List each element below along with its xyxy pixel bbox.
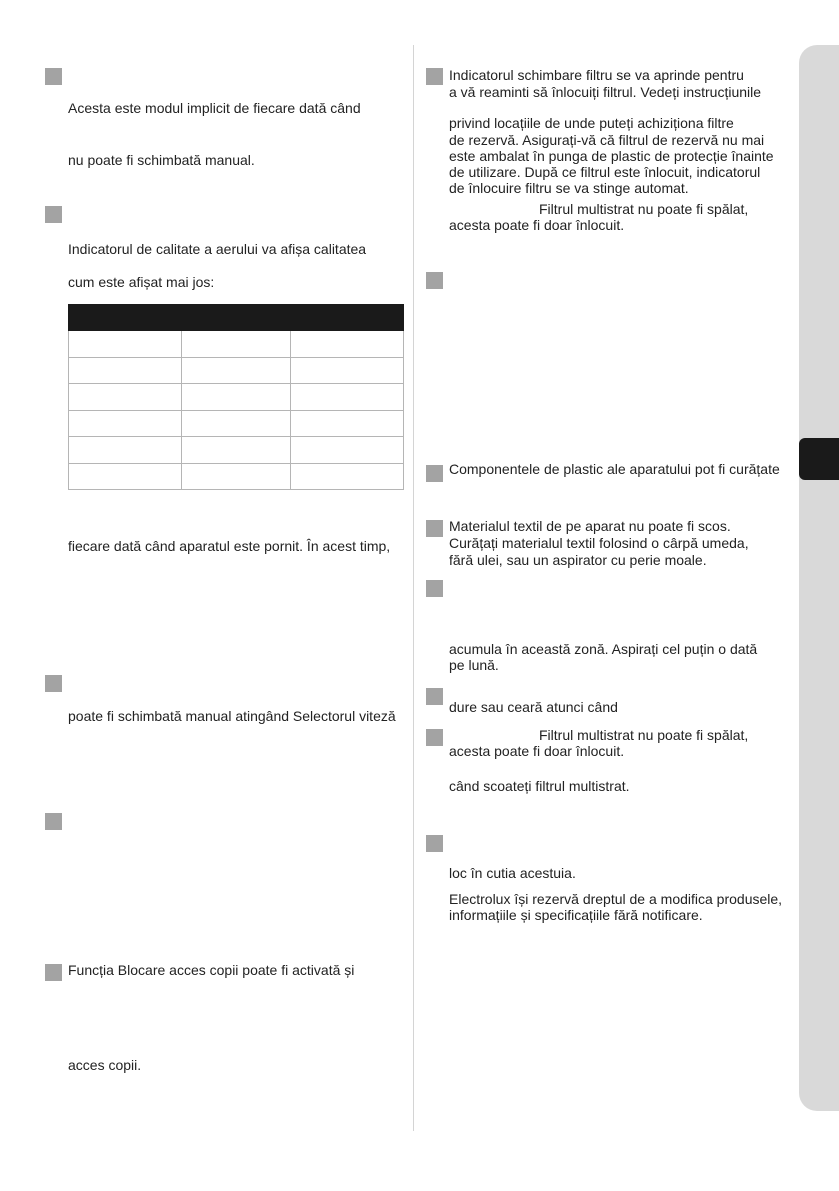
table-row [69,437,404,463]
section-marker-icon [45,675,62,692]
table-cell [182,410,291,436]
section-marker-icon [45,964,62,981]
section-marker-icon [426,729,443,746]
paragraph-line: Filtrul multistrat nu poate fi spălat, [539,201,749,217]
section-marker-icon [426,835,443,852]
language-tab-marker [799,438,839,480]
paragraph-line: de rezervă. Asigurați-vă că filtrul de rezervă nu mai [449,132,765,148]
table-cell [182,331,291,357]
paragraph-line: acesta poate fi doar înlocuit. [449,743,625,759]
page-edge-tab [799,45,839,1111]
paragraph-line: acumula în această zonă. Aspirați cel puțin o dată [449,641,758,657]
section-marker-icon [426,688,443,705]
table-cell [182,463,291,489]
paragraph-line: acesta poate fi doar înlocuit. [449,217,625,233]
table-header-row [69,305,404,331]
paragraph-line: Indicatorul schimbare filtru se va aprinde pentru [449,67,744,83]
table-cell [291,410,404,436]
paragraph: cum este afișat mai jos: [68,274,215,290]
table-header-cell [182,305,291,331]
table-cell [182,437,291,463]
paragraph-line: de înlocuire filtru se va stinge automat. [449,180,689,196]
section-marker-icon [45,206,62,223]
table-cell [291,437,404,463]
table-header-cell [291,305,404,331]
table-row [69,410,404,436]
section-marker-icon [45,68,62,85]
paragraph: nu poate fi schimbată manual. [68,152,255,168]
table-cell [69,437,182,463]
paragraph: Funcția Blocare acces copii poate fi activată și [68,962,355,978]
table-row [69,331,404,357]
section-marker-icon [426,272,443,289]
paragraph: fiecare dată când aparatul este pornit. În acest timp, [68,538,391,554]
column-divider [413,45,414,1131]
table-cell [182,384,291,410]
paragraph: Indicatorul de calitate a aerului va afișa calitatea [68,241,367,257]
paragraph: acces copii. [68,1057,142,1073]
table-cell [69,384,182,410]
paragraph-line: este ambalat în punga de plastic de protecție înainte [449,148,774,164]
table-cell [291,357,404,383]
paragraph: dure sau ceară atunci când [449,699,618,715]
paragraph-line: Curățați materialul textil folosind o cârpă umeda, [449,535,749,551]
paragraph-line: de utilizare. După ce filtrul este înlocuit, indicatorul [449,164,761,180]
paragraph-line: a vă reaminti să înlocuiți filtrul. Vedeți instrucțiunile [449,84,762,100]
section-marker-icon [45,813,62,830]
table-cell [69,357,182,383]
table-cell [291,331,404,357]
table-cell [69,410,182,436]
section-marker-icon [426,580,443,597]
section-marker-icon [426,465,443,482]
table-header-cell [69,305,182,331]
section-marker-icon [426,520,443,537]
paragraph: când scoateți filtrul multistrat. [449,778,630,794]
table-cell [69,331,182,357]
paragraph: Acesta este modul implicit de fiecare dată când [68,100,361,116]
paragraph-line: Filtrul multistrat nu poate fi spălat, [539,727,749,743]
paragraph-line: fără ulei, sau un aspirator cu perie moale. [449,552,707,568]
table-cell [291,463,404,489]
table-cell [69,463,182,489]
table-row [69,463,404,489]
paragraph-line: informațiile și specificațiile fără notificare. [449,907,703,923]
paragraph-line: privind locațiile de unde puteți achiziționa filtre [449,115,734,131]
air-quality-table [68,304,404,490]
table-cell [182,357,291,383]
paragraph-line: Materialul textil de pe aparat nu poate fi scos. [449,518,731,534]
section-marker-icon [426,68,443,85]
table-row [69,384,404,410]
paragraph-line: pe lună. [449,657,499,673]
paragraph: loc în cutia acestuia. [449,865,576,881]
paragraph-line: Electrolux își rezervă dreptul de a modifica produsele, [449,891,783,907]
table-cell [291,384,404,410]
paragraph: Componentele de plastic ale aparatului pot fi curățate [449,461,780,477]
table-row [69,357,404,383]
paragraph: poate fi schimbată manual atingând Selectorul viteză [68,708,396,724]
